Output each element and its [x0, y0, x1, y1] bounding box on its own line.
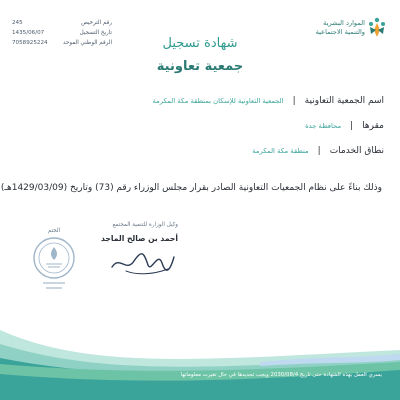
unified-number-label: الرقم الوطني الموحد [62, 40, 112, 46]
meta-row-registration-number [12, 18, 112, 28]
validity-footer: يسري العمل بهذه الشهادة حتى تاريخ 2030/08/4 ويجب تجديدها في حال تغيرت معلوماتها [180, 372, 382, 378]
registration-number: 245 [12, 20, 23, 26]
logo-line-2: والتنمية الاجتماعية [315, 28, 365, 36]
field-separator: | [292, 96, 296, 106]
logo-line-1: الموارد البشرية [323, 19, 365, 27]
official-seal [30, 228, 78, 300]
field-service-scope [252, 146, 384, 156]
field-separator: | [317, 146, 321, 156]
field-association-name [152, 96, 384, 106]
registration-date-label: تاريخ التسجيل [79, 30, 112, 36]
seal-label: الختم [47, 228, 61, 234]
registration-date: 1435/06/07 [12, 30, 45, 36]
field-label-headquarters: مقرها [362, 121, 384, 131]
field-label-service-scope: نطاق الخدمات [329, 146, 384, 156]
deputy-role: وكيل الوزارة للتنمية المجتمع [112, 222, 178, 228]
field-label-association-name: اسم الجمعية التعاونية [304, 96, 384, 106]
handwritten-signature [108, 245, 178, 279]
registration-number-label: رقم الترخيص [81, 20, 112, 26]
field-value-association-name: الجمعية التعاونية للإسكان بمنطقة مكة المكرمة [152, 97, 284, 105]
certificate-title: شهادة تسجيل [162, 36, 238, 51]
field-value-headquarters: محافظة جدة [305, 122, 342, 130]
legal-statement: وذلك بناءً على نظام الجمعيات التعاونية الصادر بقرار مجلس الوزراء رقم (73) وتاريخ (1429/03/09هـ) [0, 183, 382, 193]
unified-number: 7058925224 [12, 40, 48, 46]
deputy-name: أحمد بن صالح الماجد [101, 234, 178, 243]
field-headquarters [305, 121, 384, 131]
field-separator: | [350, 121, 354, 131]
seal-stamp-icon [30, 234, 78, 294]
field-value-service-scope: منطقة مكة المكرمة [252, 147, 309, 155]
deputy-signature-block [101, 222, 178, 283]
decorative-waves [0, 300, 400, 400]
certificate-subtitle: جمعية تعاونية [156, 59, 244, 74]
ministry-logo-icon [367, 14, 387, 38]
